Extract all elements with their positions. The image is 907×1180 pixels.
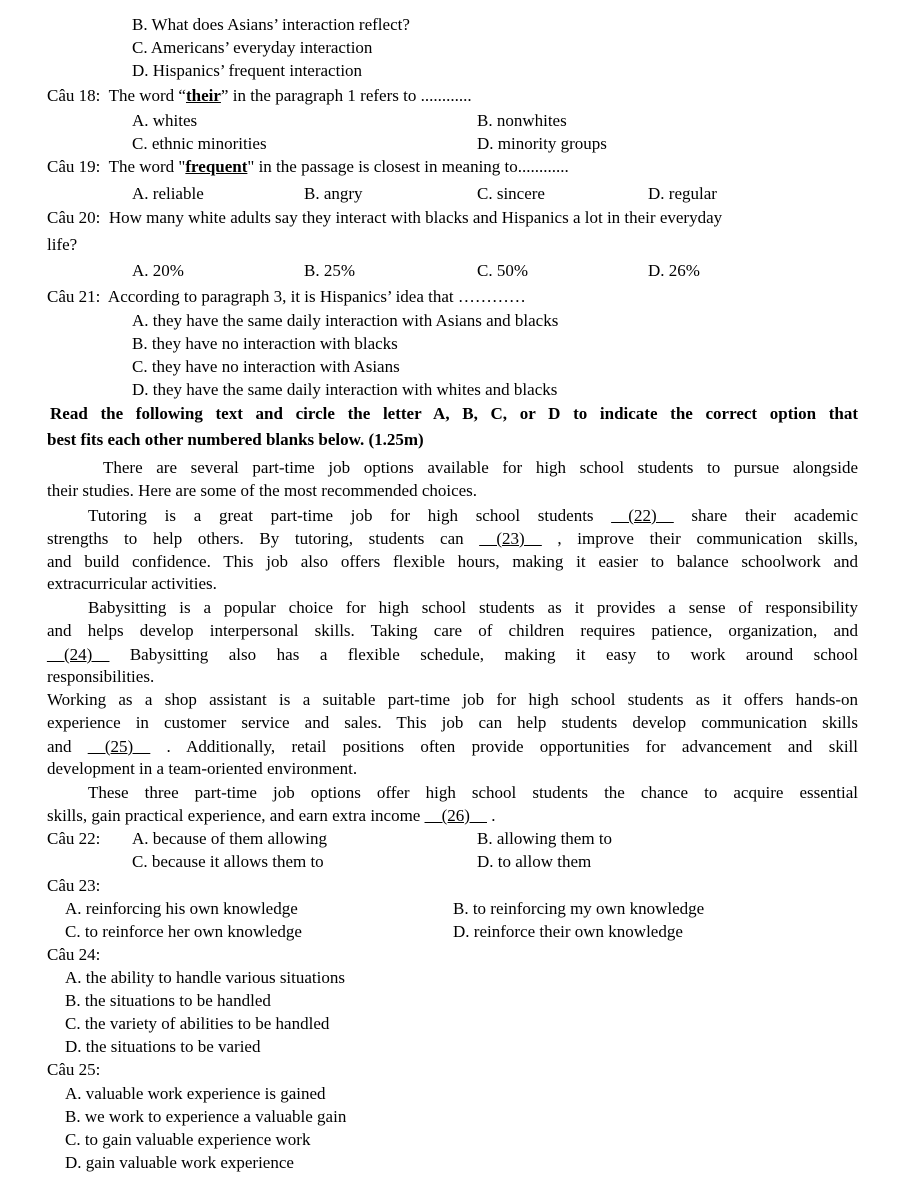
- blank-26: __(26)__: [424, 806, 487, 825]
- passage-p4-line1: Working as a shop assistant is a suitable part-time job for high school students as it offers hands-on: [47, 690, 858, 709]
- option-b: B. to reinforcing my own knowledge: [453, 899, 705, 918]
- option-b: B. allowing them to: [477, 829, 613, 848]
- question-text-post: " in the passage is closest in meaning to............: [247, 157, 569, 176]
- question-24-label: Câu 24:: [47, 945, 101, 964]
- option-c: C. ethnic minorities: [132, 134, 267, 153]
- passage-text: Babysitting also has a flexible schedule, making it easy to work around school: [129, 645, 858, 664]
- passage-text: skills, gain practical experience, and earn extra income: [47, 806, 421, 825]
- passage-p1-line2: their studies. Here are some of the most recommended choices.: [47, 481, 478, 500]
- question-19: [47, 157, 569, 177]
- passage-text: share their academic: [691, 506, 859, 525]
- option-c: C. because it allows them to: [132, 852, 324, 871]
- option-d: D. reinforce their own knowledge: [453, 922, 683, 941]
- passage-text: Tutoring is a great part-time job for high school students: [88, 506, 594, 525]
- option-a: A. reliable: [132, 184, 204, 203]
- passage-p3-line3: [47, 645, 858, 665]
- question-20: [47, 208, 722, 228]
- passage-text: , improve their communication skills,: [557, 529, 859, 548]
- option-d: D. the situations to be varied: [65, 1037, 261, 1056]
- blank-25: __(25)__: [87, 737, 151, 756]
- passage-text: and: [47, 737, 72, 756]
- option-c: C. sincere: [477, 184, 545, 203]
- option-a: A. because of them allowing: [132, 829, 327, 848]
- option-d: D. gain valuable work experience: [65, 1153, 294, 1172]
- question-text: According to paragraph 3, it is Hispanics’ idea that …………: [107, 287, 526, 306]
- passage-p2-line3: and build confidence. This job also offers flexible hours, making it easier to balance schoolwork and: [47, 552, 858, 571]
- instruction-line-2: best fits each other numbered blanks below. (1.25m): [47, 430, 424, 449]
- option-c: C. to reinforce her own knowledge: [65, 922, 302, 941]
- passage-p3-line4: responsibilities.: [47, 667, 155, 686]
- key-word: frequent: [185, 157, 248, 176]
- option-a: A. reinforcing his own knowledge: [65, 899, 298, 918]
- option-d: D. 26%: [648, 261, 700, 280]
- passage-p2-line2: [47, 529, 858, 549]
- option-b: B. What does Asians’ interaction reflect?: [132, 15, 410, 34]
- question-23-label: Câu 23:: [47, 876, 101, 895]
- option-b: B. we work to experience a valuable gain: [65, 1107, 347, 1126]
- instruction-line-1: Read the following text and circle the letter A, B, C, or D to indicate the correct option that: [50, 404, 858, 423]
- option-d: D. regular: [648, 184, 717, 203]
- blank-24: __(24)__: [47, 645, 110, 664]
- key-word: their: [185, 86, 221, 105]
- option-a: A. whites: [132, 111, 198, 130]
- question-label: Câu 21:: [47, 287, 101, 306]
- question-text: How many white adults say they interact with blacks and Hispanics a lot in their everyday: [108, 208, 723, 227]
- blank-23: __(23)__: [479, 529, 542, 548]
- option-d: D. minority groups: [477, 134, 607, 153]
- blank-22: __(22)__: [611, 506, 674, 525]
- passage-text: strengths to help others. By tutoring, students can: [47, 529, 464, 548]
- option-d: D. Hispanics’ frequent interaction: [132, 61, 363, 80]
- option-c: C. the variety of abilities to be handled: [65, 1014, 330, 1033]
- passage-p3-line1: Babysitting is a popular choice for high school students as it provides a sense of responsibility: [88, 598, 858, 617]
- passage-p1-line1: There are several part-time job options available for high school students to pursue alongside: [103, 458, 858, 477]
- option-b: B. nonwhites: [477, 111, 567, 130]
- question-text-post: ” in the paragraph 1 refers to ............: [220, 86, 472, 105]
- passage-p4-line3: [47, 737, 858, 757]
- question-text-pre: The word “: [108, 86, 186, 105]
- option-c: C. they have no interaction with Asians: [132, 357, 400, 376]
- option-d: D. they have the same daily interaction with whites and blacks: [132, 380, 558, 399]
- option-b: B. the situations to be handled: [65, 991, 271, 1010]
- passage-p5-line1: These three part-time job options offer high school students the chance to acquire essential: [88, 783, 858, 802]
- passage-p2-line4: extracurricular activities.: [47, 574, 217, 593]
- passage-p5-line2: [47, 806, 495, 826]
- passage-p3-line2: and helps develop interpersonal skills. Taking care of children requires patience, organization, and: [47, 621, 858, 640]
- option-d: D. to allow them: [477, 852, 592, 871]
- question-21: [47, 287, 526, 307]
- passage-p4-line2: experience in customer service and sales. This job can help students develop communication skills: [47, 713, 858, 732]
- question-text-pre: The word ": [108, 157, 186, 176]
- option-b: B. angry: [304, 184, 363, 203]
- question-25-label: Câu 25:: [47, 1060, 101, 1079]
- option-c: C. to gain valuable experience work: [65, 1130, 311, 1149]
- question-22-label: Câu 22:: [47, 829, 101, 848]
- option-b: B. they have no interaction with blacks: [132, 334, 398, 353]
- question-text-cont: life?: [47, 235, 78, 254]
- option-c: C. 50%: [477, 261, 528, 280]
- passage-text: .: [491, 806, 496, 825]
- question-label: Câu 19:: [47, 157, 101, 176]
- option-a: A. the ability to handle various situations: [65, 968, 345, 987]
- option-a: A. valuable work experience is gained: [65, 1084, 326, 1103]
- question-label: Câu 18:: [47, 86, 101, 105]
- option-a: A. they have the same daily interaction with Asians and blacks: [132, 311, 559, 330]
- option-c: C. Americans’ everyday interaction: [132, 38, 373, 57]
- question-18: [47, 86, 472, 106]
- passage-p4-line4: development in a team-oriented environment.: [47, 759, 358, 778]
- question-label: Câu 20:: [47, 208, 101, 227]
- passage-text: . Additionally, retail positions often provide opportunities for advancement and skill: [166, 737, 859, 756]
- option-b: B. 25%: [304, 261, 355, 280]
- passage-p2-line1: [88, 506, 858, 526]
- option-a: A. 20%: [132, 261, 184, 280]
